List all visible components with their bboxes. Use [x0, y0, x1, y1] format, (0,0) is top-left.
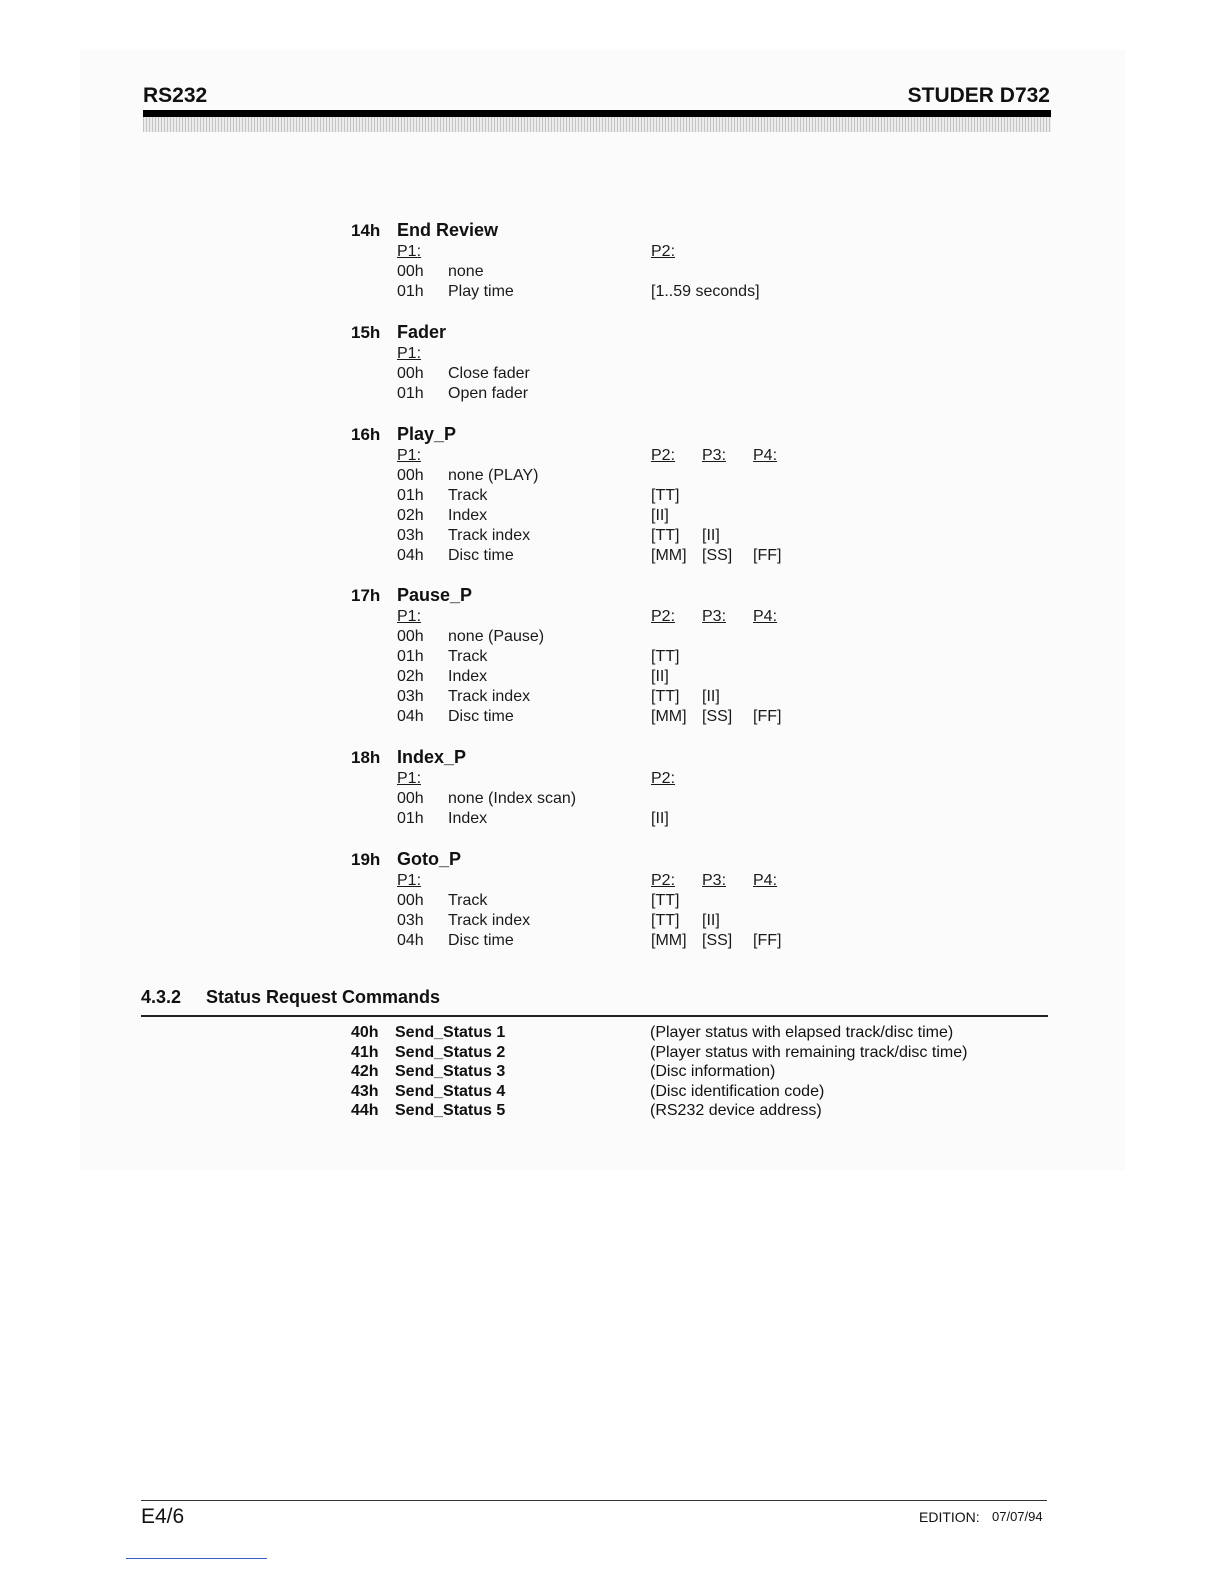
command-name: Index_P [397, 747, 467, 767]
param-value: [II] [702, 688, 720, 705]
param-header: P3: [702, 872, 727, 889]
param-header: P4: [753, 608, 778, 625]
param-value: [II] [651, 507, 669, 524]
status-command-description: (RS232 device address) [650, 1102, 822, 1120]
param-header: P1: [397, 770, 422, 787]
option-description: Track [448, 487, 488, 504]
param-value: [TT] [651, 912, 680, 929]
edition-label: EDITION: [919, 1509, 980, 1525]
param-value: [TT] [651, 487, 680, 504]
option-code: 04h [397, 547, 424, 564]
option-code: 01h [397, 283, 424, 300]
param-value: [II] [651, 810, 669, 827]
status-command-code: 42h [351, 1063, 379, 1081]
param-header: P2: [651, 243, 676, 260]
option-code: 00h [397, 467, 424, 484]
option-code: 01h [397, 648, 424, 665]
param-header: P1: [397, 345, 422, 362]
option-code: 03h [397, 688, 424, 705]
option-description: Play time [448, 283, 514, 300]
command-code: 14h [351, 221, 381, 240]
param-value: [FF] [753, 932, 782, 949]
option-code: 03h [397, 527, 424, 544]
status-command-description: (Disc identification code) [650, 1082, 825, 1100]
section-title: Status Request Commands [206, 987, 441, 1007]
option-description: Track index [448, 912, 531, 929]
status-command-description: (Player status with remaining track/disc time) [650, 1043, 968, 1061]
param-header: P3: [702, 608, 727, 625]
command-code: 15h [351, 323, 381, 342]
option-description: none [448, 263, 484, 280]
option-code: 04h [397, 932, 424, 949]
option-description: Track index [448, 688, 531, 705]
param-header: P4: [753, 447, 778, 464]
param-header: P4: [753, 872, 778, 889]
option-description: Disc time [448, 932, 514, 949]
command-name: Goto_P [397, 849, 462, 869]
param-value: [FF] [753, 547, 782, 564]
option-code: 00h [397, 365, 424, 382]
section-rule [141, 1015, 1048, 1017]
param-header: P3: [702, 447, 727, 464]
option-code: 04h [397, 708, 424, 725]
param-value: [II] [702, 912, 720, 929]
param-value: [TT] [651, 688, 680, 705]
header-stipple-band [143, 117, 1051, 132]
status-command-code: 43h [351, 1082, 379, 1100]
command-name: Fader [397, 322, 447, 342]
header-left-title: RS232 [143, 84, 208, 107]
option-description: Disc time [448, 708, 514, 725]
param-value: [MM] [651, 932, 687, 949]
param-value: [1..59 seconds] [651, 283, 760, 300]
option-code: 00h [397, 892, 424, 909]
option-description: Track [448, 892, 488, 909]
status-command-code: 41h [351, 1043, 379, 1061]
header-right-title: STUDER D732 [907, 84, 1050, 107]
param-header: P2: [651, 770, 676, 787]
param-value: [II] [651, 668, 669, 685]
status-command-name: Send_Status 4 [395, 1082, 506, 1100]
option-code: 00h [397, 628, 424, 645]
param-value: [II] [702, 527, 720, 544]
option-description: Disc time [448, 547, 514, 564]
param-value: [TT] [651, 648, 680, 665]
option-description: Open fader [448, 385, 529, 402]
option-description: Track [448, 648, 488, 665]
param-value: [SS] [702, 932, 733, 949]
edition-date: 07/07/94 [992, 1509, 1043, 1524]
section-number: 4.3.2 [141, 987, 182, 1007]
status-command-name: Send_Status 3 [395, 1063, 506, 1081]
option-description: none (Pause) [448, 628, 545, 645]
option-code: 01h [397, 487, 424, 504]
status-command-name: Send_Status 2 [395, 1043, 506, 1061]
command-name: End Review [397, 220, 499, 240]
command-code: 18h [351, 748, 381, 767]
option-description: Index [448, 668, 488, 685]
param-value: [MM] [651, 547, 687, 564]
param-value: [MM] [651, 708, 687, 725]
option-description: Index [448, 810, 488, 827]
param-header: P1: [397, 872, 422, 889]
status-command-name: Send_Status 1 [395, 1024, 506, 1041]
command-code: 17h [351, 586, 381, 605]
param-header: P1: [397, 243, 422, 260]
command-code: 19h [351, 850, 381, 869]
status-command-name: Send_Status 5 [395, 1102, 506, 1120]
param-value: [TT] [651, 527, 680, 544]
footer-rule [141, 1500, 1047, 1501]
option-code: 02h [397, 668, 424, 685]
param-value: [TT] [651, 892, 680, 909]
status-command-code: 40h [351, 1024, 379, 1041]
command-code: 16h [351, 425, 381, 444]
option-description: none (PLAY) [448, 467, 539, 484]
option-code: 01h [397, 385, 424, 402]
status-command-description: (Player status with elapsed track/disc time) [650, 1024, 954, 1041]
option-code: 02h [397, 507, 424, 524]
param-header: P2: [651, 872, 676, 889]
option-code: 00h [397, 263, 424, 280]
option-description: Track index [448, 527, 531, 544]
command-name: Pause_P [397, 585, 473, 605]
bottom-link-underline [126, 1558, 267, 1559]
header-rule [143, 110, 1051, 117]
status-command-description: (Disc information) [650, 1063, 776, 1081]
param-value: [FF] [753, 708, 782, 725]
param-header: P2: [651, 447, 676, 464]
option-code: 00h [397, 790, 424, 807]
option-description: Index [448, 507, 488, 524]
status-command-code: 44h [351, 1102, 379, 1120]
option-code: 01h [397, 810, 424, 827]
page-number: E4/6 [141, 1505, 185, 1528]
param-value: [SS] [702, 708, 733, 725]
param-value: [SS] [702, 547, 733, 564]
option-description: none (Index scan) [448, 790, 577, 807]
option-code: 03h [397, 912, 424, 929]
command-name: Play_P [397, 424, 457, 444]
param-header: P2: [651, 608, 676, 625]
param-header: P1: [397, 447, 422, 464]
param-header: P1: [397, 608, 422, 625]
option-description: Close fader [448, 365, 530, 382]
